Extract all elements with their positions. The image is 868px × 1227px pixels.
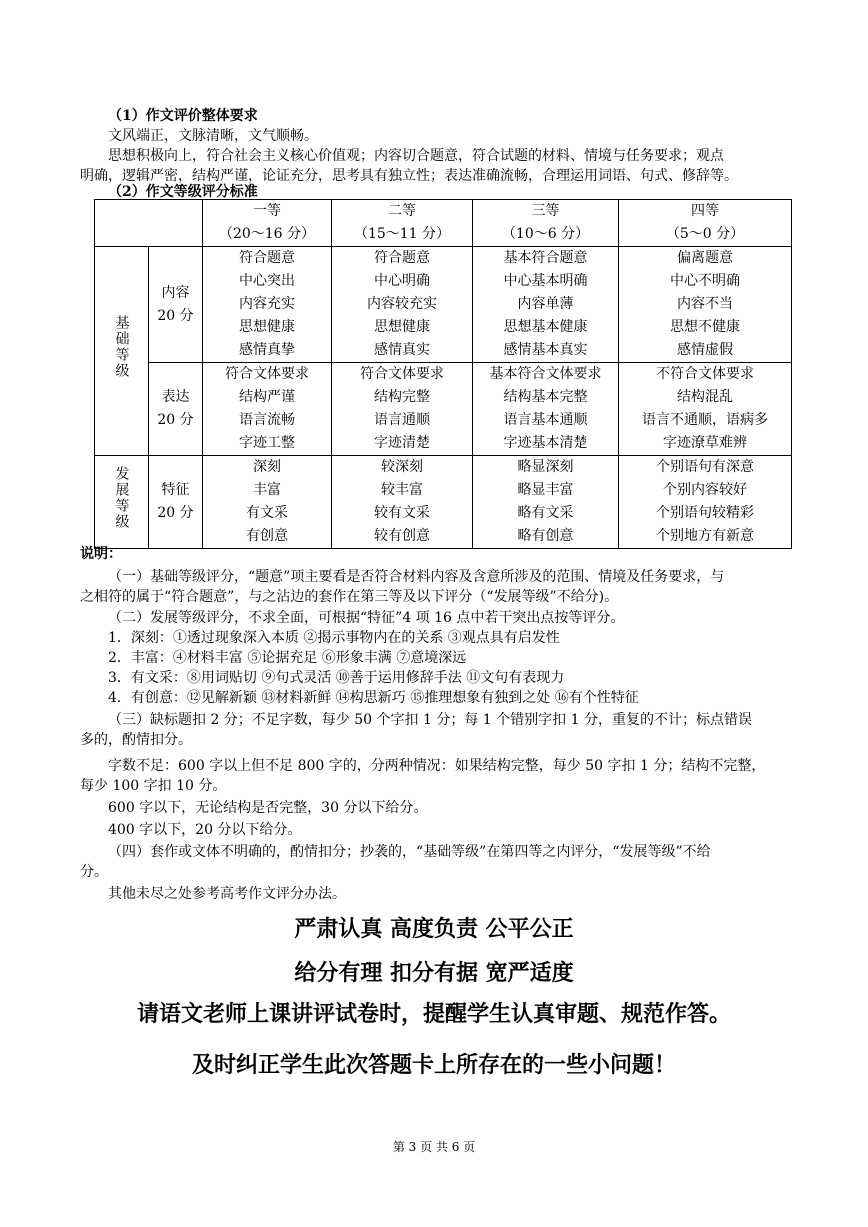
table-header-row [95,200,792,247]
cell-content-grade-3: 基本符合题意 中心基本明确 内容单薄 思想基本健康 感情基本真实 [473,247,619,363]
row-label-content: 内容 20 分 [149,247,203,363]
section-1-line-3: 明确，逻辑严密，结构严谨，论证充分，思考具有独立性；表达准确流畅，合理运用词语、句式、修辞等。 [80,168,738,184]
notes-title: 说明： [80,546,122,562]
note-line: （三）缺标题扣 2 分；不足字数，每少 50 个字扣 1 分；每 1 个错别字扣 1 分，重复的不计；标点错误 [108,712,752,728]
note-line: 其他未尽之处参考高考作文评分办法。 [108,886,346,902]
table-row [95,456,792,549]
note-line: （一）基础等级评分，“题意”项主要看是否符合材料内容及含意所涉及的范围、情境及任务要求，与 [108,569,725,585]
table-row [95,247,792,363]
header-grade-1: 一等 （20～16 分） [203,200,332,247]
slogan-3: 请语文老师上课讲评试卷时，提醒学生认真审题、规范作答。 [136,1002,731,1027]
row-label-expression: 表达 20 分 [149,363,203,456]
section-1-title: （1）作文评价整体要求 [108,108,258,124]
group-dev-cell [95,456,149,549]
cell-content-grade-1: 符合题意 中心突出 内容充实 思想健康 感情真挚 [203,247,332,363]
header-grade-2: 二等 （15～11 分） [332,200,473,247]
slogan-4: 及时纠正学生此次答题卡上所存在的一些小问题！ [191,1053,676,1078]
cell-content-grade-2: 符合题意 中心明确 内容较充实 思想健康 感情真实 [332,247,473,363]
note-line: 每少 100 字扣 10 分。 [80,778,227,794]
slogan-2: 给分有理 扣分有据 宽严适度 [294,961,574,986]
page-footer: 第 3 页 共 6 页 [392,1140,476,1154]
note-line: 3．有文采：⑧用词贴切 ⑨句式灵活 ⑩善于运用修辞手法 ⑪文句有表现力 [108,670,565,686]
table-corner-cell [95,200,203,247]
note-line: 多的，酌情扣分。 [80,732,192,748]
cell-expression-grade-1: 符合文体要求 结构严谨 语言流畅 字迹工整 [203,363,332,456]
note-line: 2．丰富：④材料丰富 ⑤论据充足 ⑥形象丰满 ⑦意境深远 [108,650,467,666]
table-row [95,363,792,456]
note-line: 之相符的属于“符合题意”，与之沾边的套作在第三等及以下评分（“发展等级”不给分)。 [80,589,619,605]
group-dev-label: 发展等级 [113,466,130,530]
note-line: （四）套作或文体不明确的，酌情扣分；抄袭的，“基础等级”在第四等之内评分，“发展等级”不给 [108,844,711,860]
note-line: 400 字以下，20 分以下给分。 [108,822,302,838]
cell-expression-grade-4: 不符合文体要求 结构混乱 语言不通顺，语病多 字迹潦草难辨 [619,363,792,456]
section-2-title: （2）作文等级评分标准 [108,184,258,200]
note-line: 4．有创意：⑫见解新颖 ⑬材料新鲜 ⑭构思新巧 ⑮推理想象有独到之处 ⑯有个性特征 [108,690,639,706]
note-line: 字数不足：600 字以上但不足 800 字的，分两种情况：如果结构完整，每少 50 字扣 1 分；结构不完整， [108,758,766,774]
group-basic-cell [95,247,149,456]
cell-feature-grade-4: 个别语句有深意 个别内容较好 个别语句较精彩 个别地方有新意 [619,456,792,549]
note-line: （二）发展等级评分，不求全面，可根据“特征”4 项 16 点中若干突出点按等评分。 [108,610,625,626]
cell-content-grade-4: 偏离题意 中心不明确 内容不当 思想不健康 感情虚假 [619,247,792,363]
header-grade-3: 三等 （10～6 分） [473,200,619,247]
slogan-1: 严肃认真 高度负责 公平公正 [294,917,574,942]
cell-expression-grade-2: 符合文体要求 结构完整 语言通顺 字迹清楚 [332,363,473,456]
group-basic-label: 基础等级 [113,315,130,379]
cell-feature-grade-2: 较深刻 较丰富 较有文采 较有创意 [332,456,473,549]
cell-feature-grade-1: 深刻 丰富 有文采 有创意 [203,456,332,549]
note-line: 1．深刻：①透过现象深入本质 ②揭示事物内在的关系 ③观点具有启发性 [108,630,560,646]
grading-table [94,199,792,549]
note-line: 分。 [80,864,108,880]
row-label-feature: 特征 20 分 [149,456,203,549]
cell-expression-grade-3: 基本符合文体要求 结构基本完整 语言基本通顺 字迹基本清楚 [473,363,619,456]
note-line: 600 字以下，无论结构是否完整，30 分以下给分。 [108,800,428,816]
cell-feature-grade-3: 略显深刻 略显丰富 略有文采 略有创意 [473,456,619,549]
section-1-line-1: 文风端正，文脉清晰，文气顺畅。 [108,128,318,144]
section-1-line-2: 思想积极向上，符合社会主义核心价值观；内容切合题意，符合试题的材料、情境与任务要求；观点 [108,148,724,164]
header-grade-4: 四等 （5～0 分） [619,200,792,247]
